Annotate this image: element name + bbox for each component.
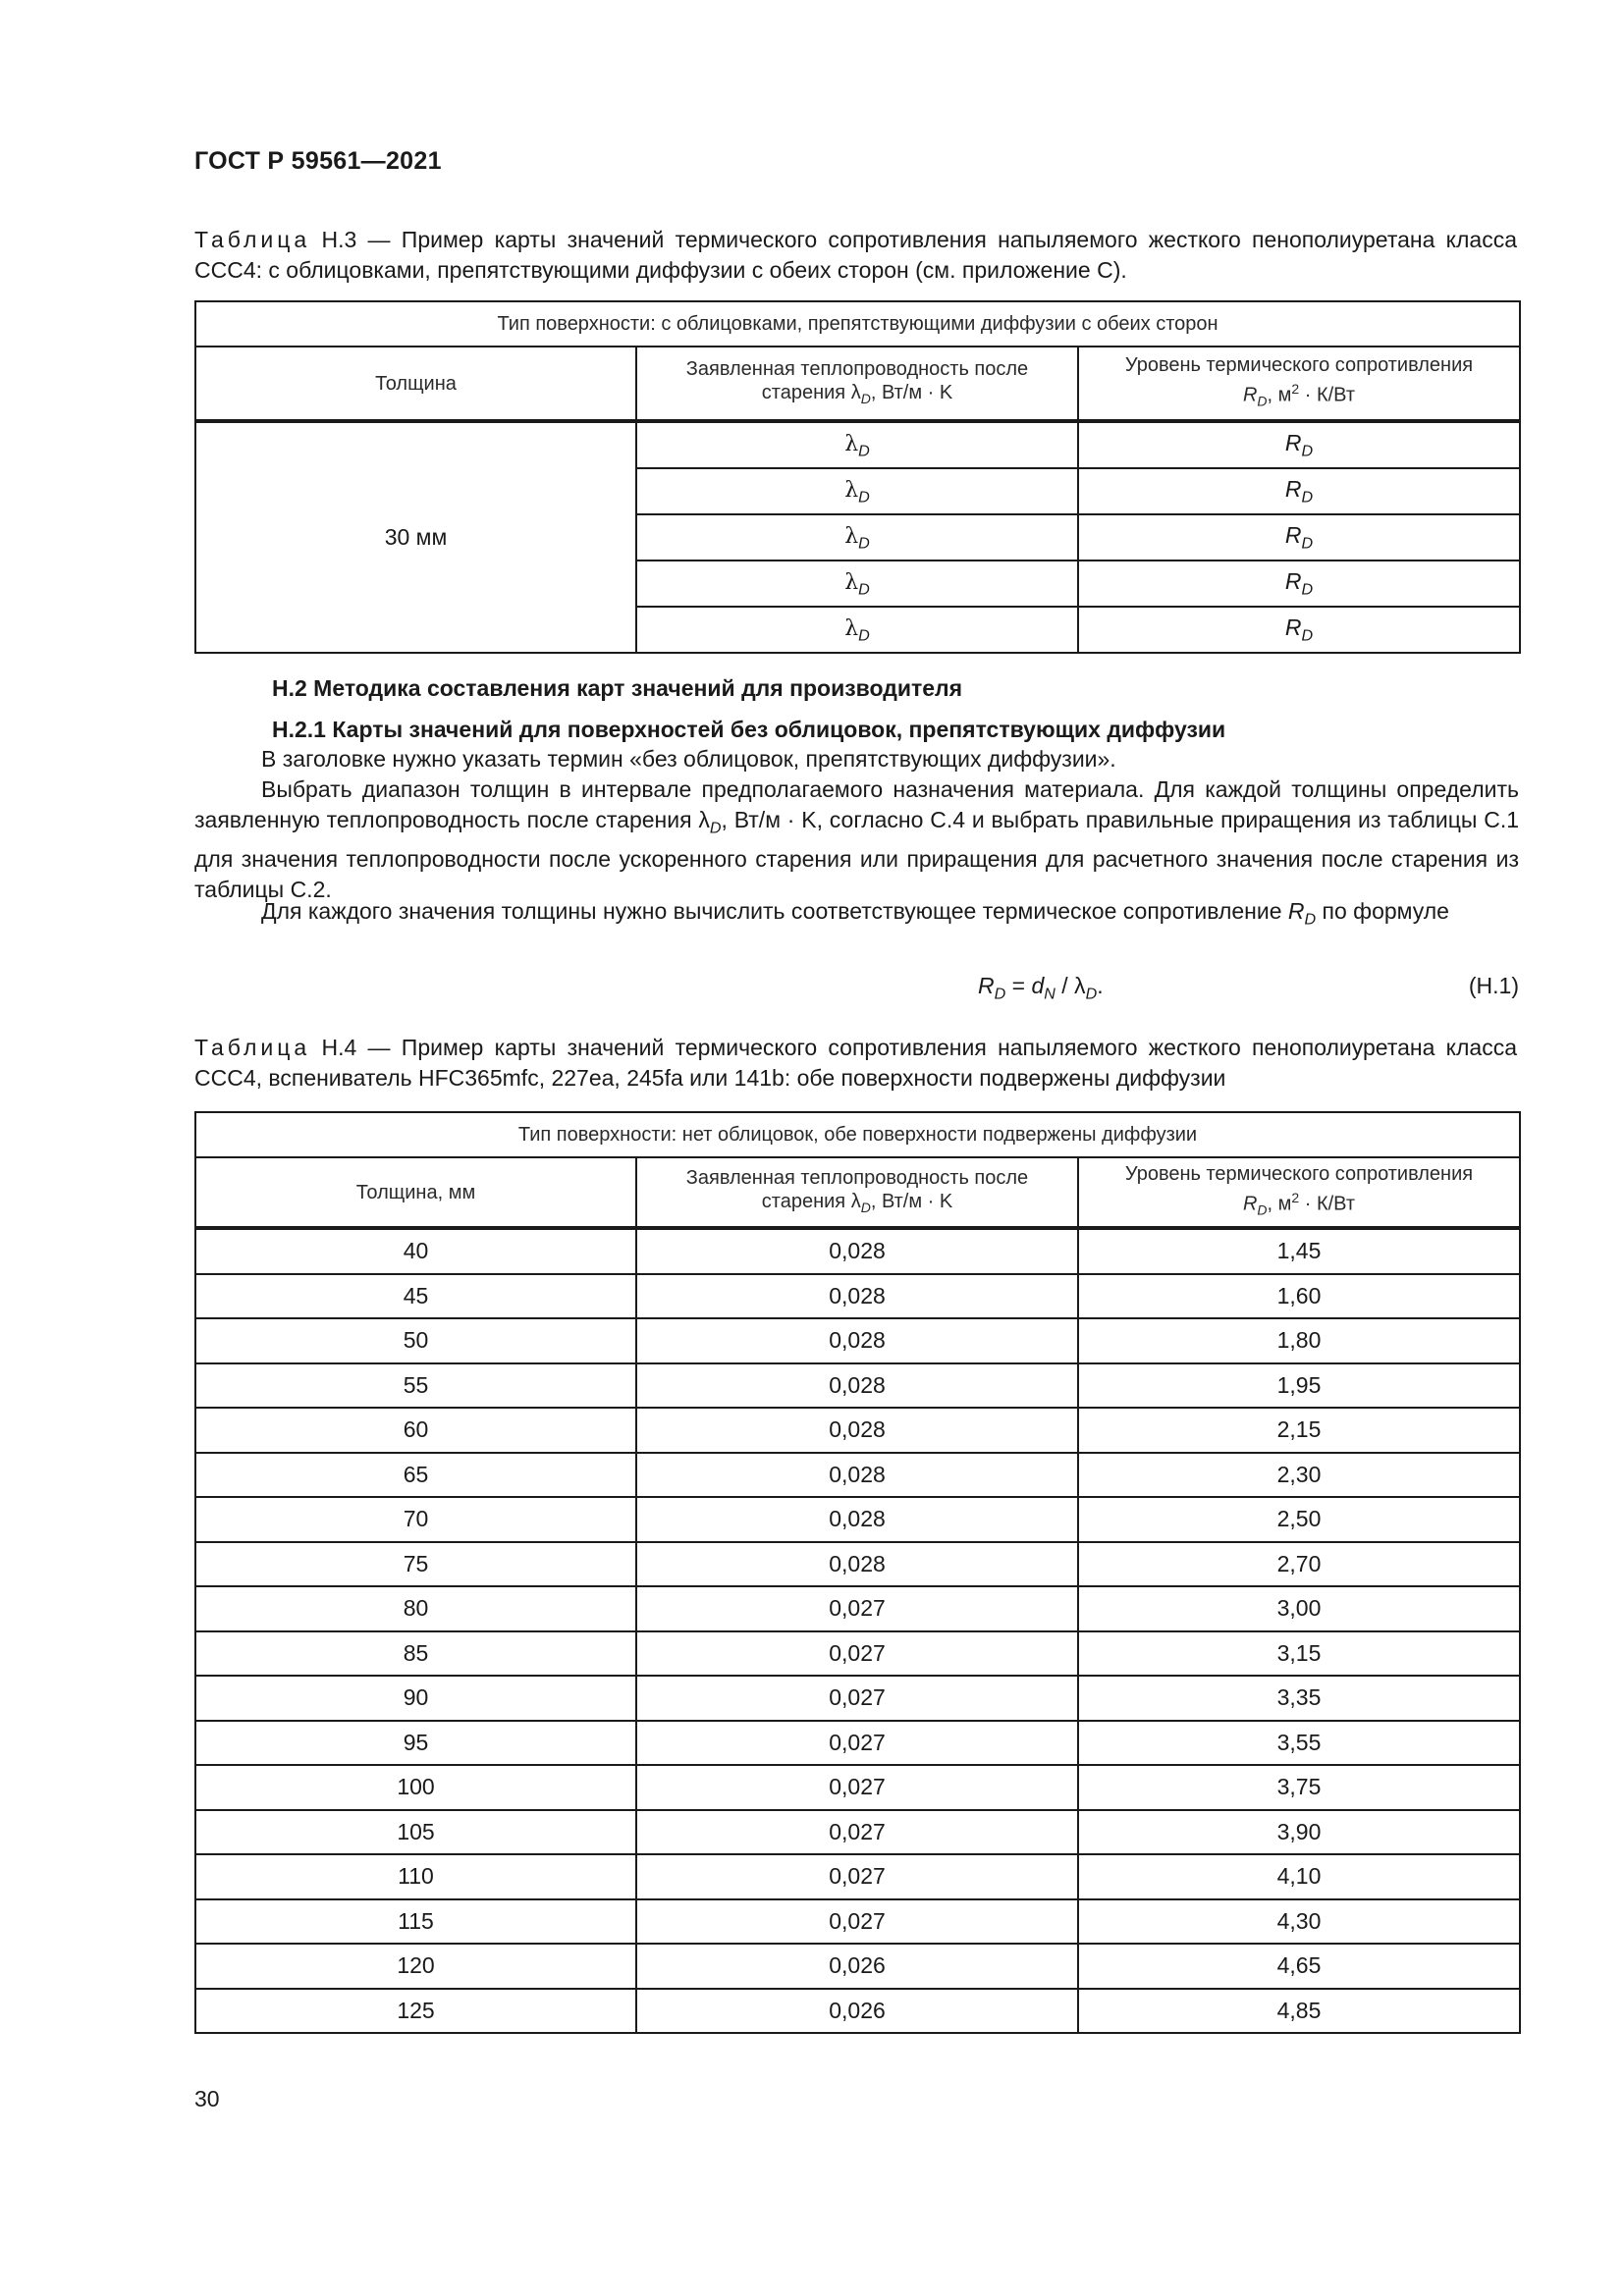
paragraph-3 (194, 896, 1519, 935)
table-row (195, 1810, 1520, 1855)
formula-equals: = (1005, 973, 1032, 998)
lambda-symbol: λ (844, 477, 859, 503)
lambda-cell: 0,027 (636, 1721, 1078, 1766)
formula-end: . (1097, 973, 1104, 998)
thickness-cell: 105 (195, 1810, 636, 1855)
formula-r: R (978, 973, 995, 998)
lambda-cell: 0,028 (636, 1408, 1078, 1453)
header-r-sup: 2 (1291, 1190, 1300, 1206)
header-r-unit-post: · К/Вт (1299, 1193, 1356, 1215)
header-lambda-sub: D (860, 390, 871, 406)
resistance-cell: 2,50 (1078, 1497, 1520, 1542)
table-row (195, 1274, 1520, 1319)
r-symbol: R (1284, 429, 1302, 455)
paragraph-3-symbol: R (1287, 898, 1305, 924)
resistance-cell: 4,30 (1078, 1899, 1520, 1945)
thickness-cell: 55 (195, 1363, 636, 1409)
table-row (195, 421, 1520, 468)
header-lambda-unit: , Вт/м · K (870, 381, 953, 403)
lambda-cell: 0,026 (636, 1989, 1078, 2034)
r-symbol: R (1284, 521, 1302, 548)
resistance-cell: 3,75 (1078, 1765, 1520, 1810)
paragraph-3-text-b: по формуле (1316, 898, 1449, 924)
table-row (195, 1631, 1520, 1677)
table-row (195, 1944, 1520, 1989)
resistance-cell: 2,15 (1078, 1408, 1520, 1453)
table-surface-row (195, 1112, 1520, 1157)
table-row (195, 1989, 1520, 2034)
thickness-cell: 85 (195, 1631, 636, 1677)
header-lambda-line1: Заявленная теплопроводность после (685, 357, 1029, 380)
resistance-cell: 4,85 (1078, 1989, 1520, 2034)
formula-h1 (194, 973, 1519, 1004)
resistance-cell (1078, 468, 1520, 514)
r-sub: D (1301, 534, 1314, 553)
r-sub: D (1301, 626, 1314, 645)
caption-text: Н.3 — Пример карты значений термического сопротивления напыляемого жесткого пенополиуретана класса ССС4: с облицовками, препятствующими диффузии с обеих сторон (см. приложение С). (194, 227, 1517, 283)
header-lambda-sub: D (860, 1199, 871, 1215)
table-row (195, 1408, 1520, 1453)
r-symbol: R (1284, 614, 1302, 640)
caption-word: Таблица (194, 227, 311, 252)
header-r-unit-post: · К/Вт (1299, 384, 1356, 406)
lambda-cell: 0,027 (636, 1586, 1078, 1631)
table-h4-body (195, 1228, 1520, 2033)
resistance-cell: 3,90 (1078, 1810, 1520, 1855)
lambda-symbol: λ (844, 615, 859, 641)
section-heading-h2: Н.2 Методика составления карт значений для производителя (272, 675, 963, 701)
thickness-cell: 50 (195, 1318, 636, 1363)
header-lambda (636, 347, 1078, 421)
document-id: ГОСТ Р 59561—2021 (194, 147, 442, 175)
formula-lambda-sub: D (1085, 985, 1098, 1003)
paragraph-2 (194, 774, 1519, 905)
resistance-cell: 1,60 (1078, 1274, 1520, 1319)
header-lambda-unit: , Вт/м · K (870, 1190, 953, 1212)
table-header-row (195, 1157, 1520, 1228)
thickness-cell: 115 (195, 1899, 636, 1945)
lambda-cell: 0,028 (636, 1497, 1078, 1542)
lambda-cell: 0,028 (636, 1228, 1078, 1274)
resistance-cell: 3,35 (1078, 1676, 1520, 1721)
lambda-symbol: λ (844, 569, 859, 595)
table-row (195, 1228, 1520, 1274)
table-row (195, 1318, 1520, 1363)
header-lambda (636, 1157, 1078, 1228)
table-h3-caption (194, 225, 1517, 286)
resistance-cell (1078, 421, 1520, 468)
lambda-symbol: λ (844, 523, 859, 549)
header-r-unit-pre: , м (1267, 384, 1292, 406)
header-r-sub: D (1257, 393, 1268, 409)
thickness-cell: 60 (195, 1408, 636, 1453)
thickness-cell: 70 (195, 1497, 636, 1542)
thickness-cell: 95 (195, 1721, 636, 1766)
header-r-line1: Уровень термического сопротивления (1124, 1163, 1474, 1186)
thickness-cell: 30 мм (195, 421, 636, 653)
header-thickness: Толщина, мм (195, 1157, 636, 1228)
resistance-cell: 1,80 (1078, 1318, 1520, 1363)
lambda-cell (636, 468, 1078, 514)
table-row (195, 1899, 1520, 1945)
table-surface-row (195, 301, 1520, 347)
paragraph-3-sub: D (1304, 910, 1317, 929)
resistance-cell: 2,70 (1078, 1542, 1520, 1587)
resistance-cell: 1,45 (1078, 1228, 1520, 1274)
caption-word: Таблица (194, 1035, 311, 1060)
lambda-sub: D (858, 580, 870, 599)
thickness-cell: 100 (195, 1765, 636, 1810)
surface-type-cell: Тип поверхности: с облицовками, препятствующими диффузии с обеих сторон (195, 301, 1520, 347)
header-r-sub: D (1257, 1201, 1268, 1218)
resistance-cell: 2,30 (1078, 1453, 1520, 1498)
table-row (195, 1497, 1520, 1542)
formula-d: d (1031, 973, 1045, 998)
table-h3 (194, 300, 1521, 654)
lambda-sub: D (858, 488, 870, 507)
table-row (195, 1765, 1520, 1810)
formula-divide-lambda: / λ (1055, 973, 1086, 998)
resistance-cell: 3,15 (1078, 1631, 1520, 1677)
resistance-cell: 4,65 (1078, 1944, 1520, 1989)
paragraph-1-text: В заголовке нужно указать термин «без облицовок, препятствующих диффузии». (261, 746, 1116, 772)
paragraph-1 (194, 744, 1519, 774)
lambda-cell (636, 514, 1078, 561)
formula-d-sub: N (1044, 985, 1056, 1003)
thickness-cell: 40 (195, 1228, 636, 1274)
r-sub: D (1301, 580, 1314, 599)
lambda-cell: 0,027 (636, 1899, 1078, 1945)
table-h4-caption (194, 1033, 1517, 1094)
resistance-cell: 4,10 (1078, 1854, 1520, 1899)
header-r-line1: Уровень термического сопротивления (1124, 354, 1474, 377)
r-sub: D (1301, 442, 1314, 460)
lambda-sub: D (858, 626, 870, 645)
header-r-sym: R (1242, 384, 1258, 406)
r-symbol: R (1284, 475, 1302, 502)
lambda-sub: D (858, 442, 870, 460)
lambda-cell: 0,026 (636, 1944, 1078, 1989)
thickness-cell: 80 (195, 1586, 636, 1631)
resistance-cell: 3,55 (1078, 1721, 1520, 1766)
thickness-cell: 90 (195, 1676, 636, 1721)
table-h4 (194, 1111, 1521, 2034)
paragraph-3-text-a: Для каждого значения толщины нужно вычислить соответствующее термическое сопротивление (261, 898, 1288, 924)
table-row (195, 1676, 1520, 1721)
r-sub: D (1301, 488, 1314, 507)
paragraph-2-text-a: Выбрать диапазон толщин в интервале предполагаемого назначения материала. Для каждой толщины определить заявленную теплопроводность после старения λ (194, 776, 1519, 832)
thickness-cell: 45 (195, 1274, 636, 1319)
table-header-row (195, 347, 1520, 421)
header-resistance (1078, 347, 1520, 421)
paragraph-2-sub: D (709, 819, 722, 837)
table-row (195, 1542, 1520, 1587)
thickness-cell: 125 (195, 1989, 636, 2034)
header-resistance (1078, 1157, 1520, 1228)
thickness-cell: 120 (195, 1944, 636, 1989)
lambda-cell: 0,028 (636, 1363, 1078, 1409)
thickness-cell: 110 (195, 1854, 636, 1899)
table-row (195, 1586, 1520, 1631)
header-lambda-pre: старения λ (761, 1190, 861, 1212)
resistance-cell (1078, 607, 1520, 653)
r-symbol: R (1284, 567, 1302, 594)
header-lambda-pre: старения λ (761, 381, 861, 403)
lambda-cell: 0,027 (636, 1631, 1078, 1677)
lambda-symbol: λ (844, 431, 859, 456)
paragraph-2-text-b: , Вт/м · K, согласно С.4 и выбрать правильные приращения из таблицы С.1 для значения теплопроводности после ускоренного старения или приращения для расчетного значения после старения из таблицы С.2. (194, 807, 1520, 902)
formula-expression (978, 973, 1104, 1004)
header-r-sup: 2 (1291, 381, 1300, 398)
lambda-cell: 0,027 (636, 1765, 1078, 1810)
resistance-cell (1078, 561, 1520, 607)
lambda-cell: 0,028 (636, 1453, 1078, 1498)
lambda-cell (636, 607, 1078, 653)
surface-type-cell: Тип поверхности: нет облицовок, обе поверхности подвержены диффузии (195, 1112, 1520, 1157)
table-row (195, 1854, 1520, 1899)
lambda-cell: 0,028 (636, 1274, 1078, 1319)
lambda-sub: D (858, 534, 870, 553)
lambda-cell (636, 561, 1078, 607)
caption-text: Н.4 — Пример карты значений термического сопротивления напыляемого жесткого пенополиуретана класса ССС4, вспениватель HFC365mfc, 227ea, 245fa или 141b: обе поверхности подвержены диффузии (194, 1035, 1517, 1091)
lambda-cell: 0,028 (636, 1542, 1078, 1587)
lambda-cell: 0,027 (636, 1854, 1078, 1899)
resistance-cell: 3,00 (1078, 1586, 1520, 1631)
lambda-cell: 0,027 (636, 1810, 1078, 1855)
formula-number: (Н.1) (1468, 973, 1519, 998)
header-r-unit-pre: , м (1267, 1193, 1292, 1215)
lambda-cell: 0,027 (636, 1676, 1078, 1721)
page-number: 30 (194, 2086, 220, 2111)
thickness-cell: 75 (195, 1542, 636, 1587)
formula-r-sub: D (994, 985, 1006, 1003)
resistance-cell (1078, 514, 1520, 561)
resistance-cell: 1,95 (1078, 1363, 1520, 1409)
header-r-sym: R (1242, 1193, 1258, 1215)
table-row (195, 1363, 1520, 1409)
section-heading-h21: Н.2.1 Карты значений для поверхностей без облицовок, препятствующих диффузии (272, 717, 1226, 742)
table-row (195, 1453, 1520, 1498)
thickness-cell: 65 (195, 1453, 636, 1498)
lambda-cell (636, 421, 1078, 468)
header-lambda-line1: Заявленная теплопроводность после (685, 1166, 1029, 1189)
header-thickness: Толщина (195, 347, 636, 421)
table-row (195, 1721, 1520, 1766)
lambda-cell: 0,028 (636, 1318, 1078, 1363)
